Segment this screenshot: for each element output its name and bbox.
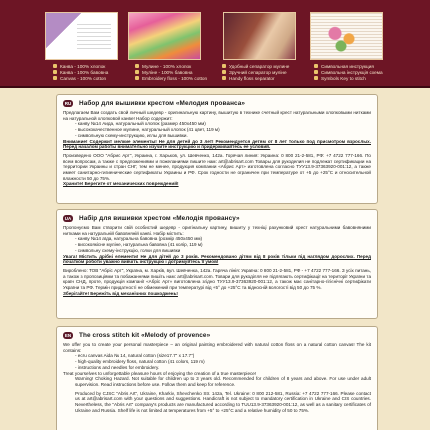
kit-item: - символьну схему-інструкцію, голки для вишивки [75, 247, 181, 253]
bullet-icon [222, 70, 226, 74]
bullet-icon [222, 64, 226, 68]
manufacturer-text: Вироблено: ТОВ "Абріс Арт", Україна, м. Харків, вул. Шевченка, 142а. Гаряча лінія: Україна: 0 800 21-2-581, РФ - +7 4722 777-166. З усіх питань, а також з пропозиціями та побажаннями пишіть нам: art@abrisart.com. Товари для рукоділля не підлягають сертифікації на території України та країн СНД, проте, продукція компанії «Абріс Арт» виготовлена згідно ТУУ13.9-37363920-001:12, а також має санітарно-гігієнічні сертифікати України та РФ. Термін придатності не обмежений при температурі від +5° до +25°С та відносній вологості від 50 до 75 %. [63, 267, 371, 291]
floss-thumbnail [128, 12, 201, 60]
bullet-icon [135, 70, 139, 74]
kit-item: - high-quality embroidery floss, natural cotton (41 colors, 119 m) [75, 359, 205, 365]
language-badge-icon: EN [64, 332, 72, 338]
intro-text: Пропонуємо Вам створити свій особистий шедевр - оригінальну картину, вишиту у техніці рахунковий хрест натуральними бавовняними нитками на натуральній бавовняній канві. Набір містить: [63, 225, 371, 236]
kit-item: - канву №14 аїда, натуральна бавовна (розмір 450х450 мм) [75, 236, 203, 242]
section-title: Набір для вишивки хрестом «Мелодія провансу» [79, 214, 240, 222]
bullet-icon [135, 76, 139, 80]
intro-text: We offer you to create your personal masterpiece – an original painting embroidered with natural cotton floss on a natural cotton canvas! The kit contains: [63, 342, 371, 353]
bullet-icon [222, 76, 226, 80]
storage-note: Храните! Берегите от механических повреждений! [63, 181, 179, 187]
intro-text: Предлагаем Вам создать свой личный шедевр - оригинальную картину, вышитую в технике счетный крест натуральными хлопковыми нитками на натуральной хлопковой канве! Набор содержит: [63, 110, 371, 121]
bullet-icon [53, 76, 57, 80]
section-title: The cross stitch kit «Melody of provence» [79, 331, 211, 339]
warning-text: Warning! Choking Hazard. Not suitable for children up to 3 years old. Recommended for children of 8 years and above. For use under adult supervision. Read instructions before use. Follow them and keep for reference. [75, 376, 371, 387]
warning-text: Внимание! Содержит мелкие элементы! Не для детей до 3 лет! Рекомендуется детям от 8 лет только под присмотром взрослых. Перед началом работы внимательно изучите инструкцию и придерживайтесь ее условий. [63, 138, 371, 150]
bullet-icon [314, 76, 318, 80]
description-ru [56, 94, 378, 204]
kit-item: - символьную схему-инструкцию, иглы для вышивки. [75, 132, 188, 138]
kit-item: - високоякісне муліне, натуральна бавовна (41 колір, 119 м) [75, 242, 203, 248]
kit-item: - instructions and needles for embroidery. [75, 364, 160, 370]
kit-item: - ecru canvas Aida № 14, natural cotton (size17.7" x 17.7") [75, 353, 195, 359]
feature-instructions: Символьная инструкция Символьна інструкція схема Symbols Key to stitch [314, 64, 383, 81]
section-title: Набор для вышивки крестом «Мелодия прованса» [79, 99, 246, 107]
feature-floss: Мулине - 100% хлопок Муліне - 100% бавовна Embroidery floss - 100% cotton [135, 64, 207, 81]
warning-text: Увага! Містить дрібні елементи! Не для дітей до 3 років. Рекомендовано дітям від 8 років тільки під наглядом дорослих. Перед початком роботи уважно вивчіть інструкцію і дотримуйтесь її умов! [63, 253, 371, 265]
bullet-icon [53, 70, 57, 74]
kit-item: - канву №14 Аида, натуральный хлопок (размер 450х450 мм) [75, 121, 206, 127]
description-en [56, 326, 378, 430]
bullet-icon [53, 64, 57, 68]
feature-canvas: Канва - 100% хлопок Канва - 100% бавовна Canvas - 100% cotton [53, 64, 108, 81]
storage-note: Зберігайте! Бережіть від механічних пошкоджень! [63, 290, 178, 296]
language-badge-icon: UA [64, 215, 72, 221]
canvas-thumbnail [45, 12, 118, 60]
bullet-icon [314, 70, 318, 74]
bullet-icon [314, 64, 318, 68]
tagline-text: Treat yourselves to unforgettable pleasure hours of enjoying the creation of a true masterpiece! [63, 370, 257, 376]
manufacturer-text: Produced by CJSC "Abris Art", Ukraine, Kharkiv, Shevchenko Str. 142a, Tel. Ukraine: 0 800 212-581, Russia: +7 4722 777-166. Please contact us at art@abrisart.com with your questions and suggestions. Handicraft is not subject to mandatory certification in Ukraine and CIS countries. Nevertheless, the "Abris Art" company's products are manufactured according to TUU13.9-37363920-001:12, as well as a sanitary certificates of Ukraine and Russia. Shelf life is not limited at temperatures from +5° to +25°C and a relative humidity of 50 to 75%. [75, 390, 371, 413]
manufacturer-text: Произведено ООО "Абрис Арт", Украина, г. Харьков, ул. Шевченко, 142а. Горячая линия: Украина: 0 800 21-2-581, РФ: +7 4722 777-166. По всем вопросам, а также с предложениями и пожеланиями пишите нам: art@abrisart.com Товары для рукоделия не подлежат сертификации на территории Украины и стран СНГ, тем не менее, продукция компании «Абрис Арт» изготовлена согласно ТУУ13.9-37363920-001:12, а также имеет санитарно-гигиенические сертификаты Украины и РФ. Срок годности не ограничен при температуре от +5 до +25°С и относительной влажности 50 до 75%. [63, 152, 371, 181]
chart-thumbnail [310, 12, 383, 60]
language-badge-icon: RU [64, 100, 72, 106]
description-ua [56, 209, 378, 319]
header-banner [0, 0, 430, 88]
separator-thumbnail [223, 12, 296, 60]
kit-item: - высококачественное мулине, натуральный хлопок (41 цвет, 119 м) [75, 127, 220, 133]
bullet-icon [135, 64, 139, 68]
feature-separator: Удобный сепаратор мулине Зручний сепаратор муліне Handy floss separator [222, 64, 289, 81]
